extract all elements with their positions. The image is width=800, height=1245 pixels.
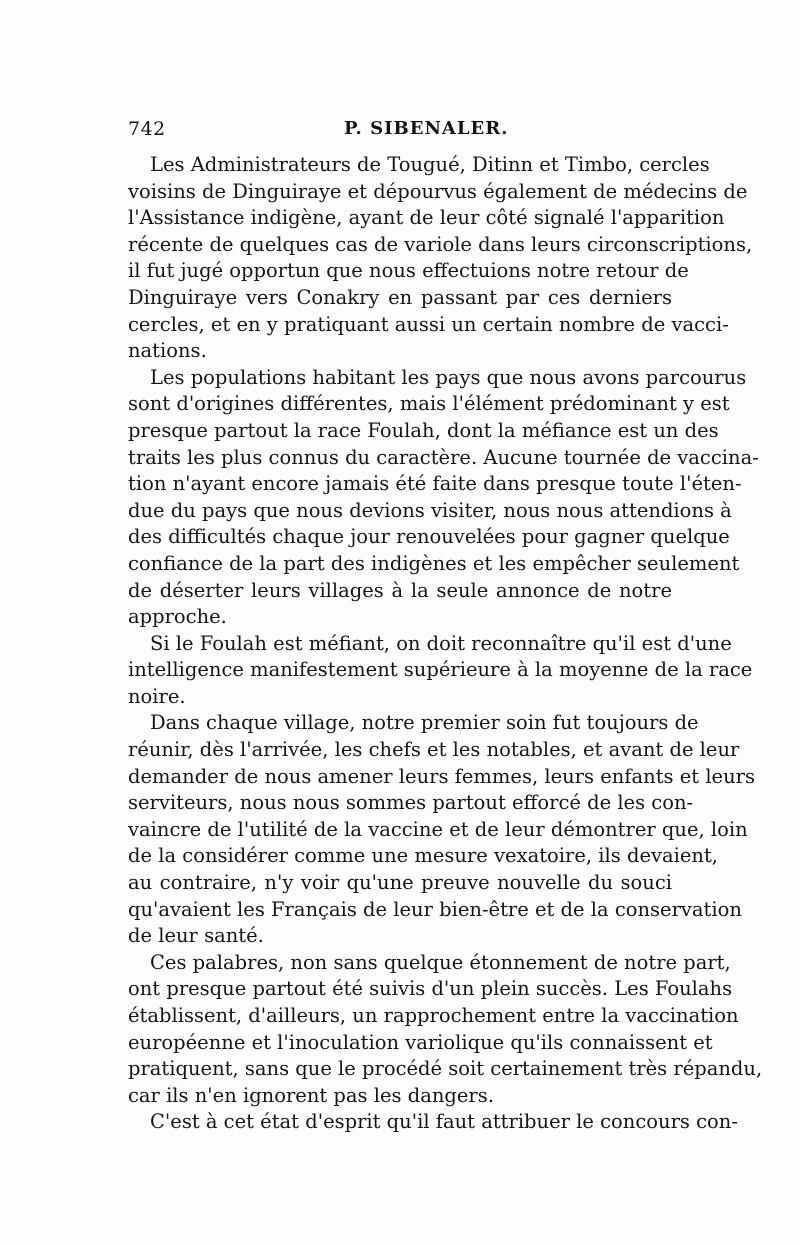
text-line: européenne et l'inoculation variolique qu'ils connaissent et [128, 1030, 713, 1054]
text-line: traits les plus connus du caractère. Aucune tournée de vaccina- [128, 445, 759, 469]
text-line: nations. [128, 339, 207, 363]
text-line: Ces palabres, non sans quelque étonnement de notre part, [150, 950, 731, 974]
page-number: 742 [128, 118, 166, 140]
text-line: tion n'ayant encore jamais été faite dans presque toute l'éten- [128, 472, 742, 496]
text-line: Dinguiraye vers Conakry en passant par ces derniers [128, 285, 672, 309]
paragraph-4 [128, 710, 755, 949]
text-line: qu'avaient les Français de leur bien-être et de la conservation [128, 897, 742, 921]
paragraph-2 [128, 365, 759, 631]
text-line: au contraire, n'y voir qu'une preuve nouvelle du souci [128, 871, 672, 895]
text-line: de déserter leurs villages à la seule annonce de notre [128, 578, 672, 602]
text-line: presque partout la race Foulah, dont la méfiance est un des [128, 418, 719, 442]
text-line: des difficultés chaque jour renouvelées pour gagner quelque [128, 525, 730, 549]
text-line: due du pays que nous devions visiter, nous nous attendions à [128, 498, 732, 522]
text-line: cercles, et en y pratiquant aussi un certain nombre de vacci- [128, 312, 729, 336]
paragraph-1 [128, 152, 753, 365]
text-line: serviteurs, nous nous sommes partout efforcé de les con- [128, 791, 694, 815]
text-line: Dans chaque village, notre premier soin fut toujours de [150, 711, 699, 735]
text-line: il fut jugé opportun que nous effectuions notre retour de [128, 259, 689, 283]
text-line: récente de quelques cas de variole dans leurs circonscriptions, [128, 232, 753, 256]
text-line: Les populations habitant les pays que nous avons parcourus [150, 365, 747, 389]
text-line: voisins de Dinguiraye et dépourvus également de médecins de [128, 179, 748, 203]
text-line: l'Assistance indigène, ayant de leur côté signalé l'apparition [128, 206, 725, 230]
running-head [128, 118, 672, 144]
text-line: Les Administrateurs de Tougué, Ditinn et Timbo, cercles [150, 153, 710, 176]
text-line: sont d'origines différentes, mais l'élément prédominant y est [128, 392, 730, 416]
text-line: réunir, dès l'arrivée, les chefs et les notables, et avant de leur [128, 738, 740, 762]
text-line: vaincre de l'utilité de la vaccine et de leur démontrer que, loin [128, 817, 748, 841]
paragraph-5 [128, 950, 763, 1110]
text-line: de leur santé. [128, 924, 264, 948]
text-line: approche. [128, 605, 227, 629]
text-line: pratiquent, sans que le procédé soit certainement très répandu, [128, 1057, 763, 1081]
text-line: car ils n'en ignorent pas les dangers. [128, 1083, 494, 1107]
body-text [128, 152, 763, 1136]
paragraph-6 [128, 1109, 738, 1136]
text-line: de la considérer comme une mesure vexatoire, ils devaient, [128, 844, 719, 868]
text-line: noire. [128, 684, 186, 708]
text-line: confiance de la part des indigènes et les empêcher seulement [128, 551, 740, 575]
paragraph-3 [128, 631, 753, 711]
running-title: P. SIBENALER. [344, 118, 509, 139]
text-line: demander de nous amener leurs femmes, leurs enfants et leurs [128, 764, 755, 788]
text-line: ont presque partout été suivis d'un plein succès. Les Foulahs [128, 977, 733, 1001]
text-line: intelligence manifestement supérieure à la moyenne de la race [128, 658, 753, 682]
text-line: établissent, d'ailleurs, un rapprochement entre la vaccination [128, 1004, 739, 1027]
text-line: C'est à cet état d'esprit qu'il faut attribuer le concours con- [150, 1110, 738, 1134]
text-line: Si le Foulah est méfiant, on doit reconnaître qu'il est d'une [150, 631, 732, 655]
